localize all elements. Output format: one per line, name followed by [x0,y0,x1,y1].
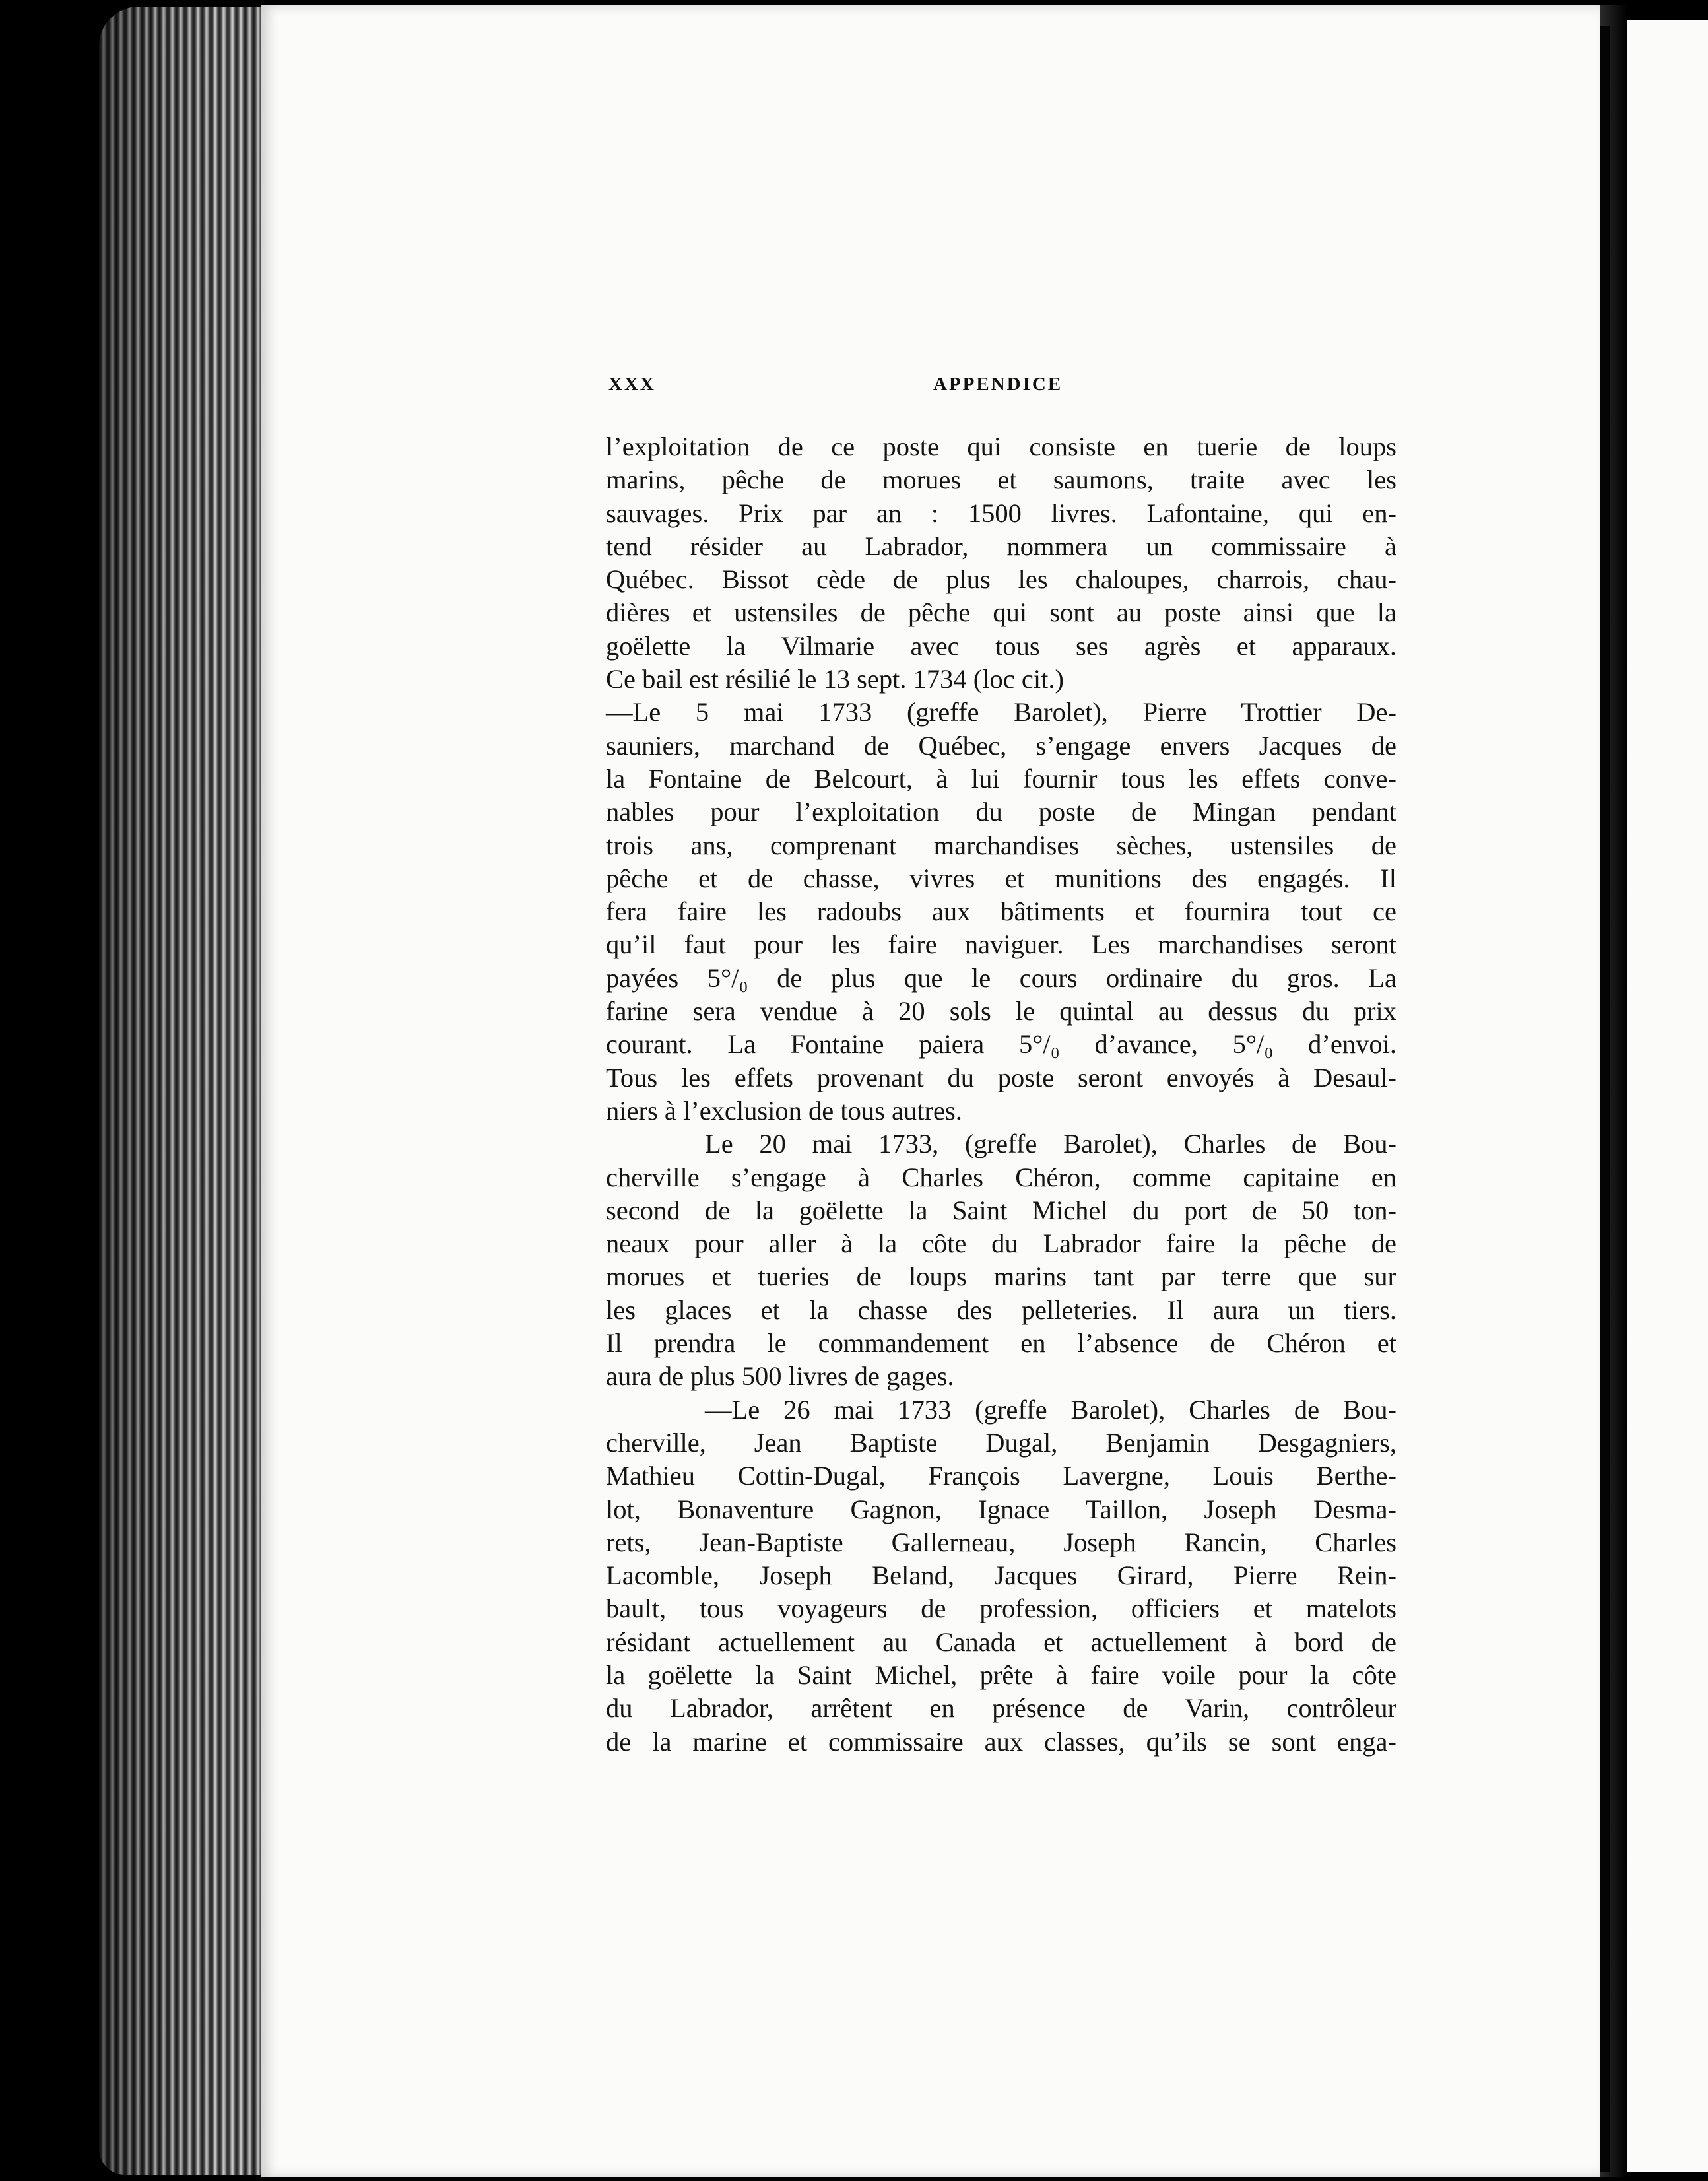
page-number: XXX [608,374,656,395]
running-head [608,374,1396,400]
text-line: cherville, Jean Baptiste Dugal, Benjamin Desgagniers, [606,1427,1396,1458]
text-line: sauniers, marchand de Québec, s’engage envers Jacques de [606,730,1396,760]
body-text [606,430,1396,1759]
text-line: farine sera vendue à 20 sols le quintal au dessus du prix [606,996,1396,1026]
text-line: fera faire les radoubs aux bâtiments et fournira tout ce [606,896,1396,927]
text-line: de la marine et commissaire aux classes, qu’ils se sont enga- [606,1726,1396,1757]
text-line: dières et ustensiles de pêche qui sont au poste ainsi que la [606,597,1396,628]
gutter-line [1600,26,1610,2172]
text-line: du Labrador, arrêtent en présence de Varin, contrôleur [606,1693,1396,1724]
text-line: second de la goëlette la Saint Michel du port de 50 ton- [606,1195,1396,1225]
text-line: aura de plus 500 livres de gages. [606,1361,954,1392]
text-line: Ce bail est résilié le 13 sept. 1734 (loc cit.) [606,664,1064,694]
text-line: sauvages. Prix par an : 1500 livres. Lafontaine, qui en- [606,498,1396,528]
text-line: tend résider au Labrador, nommera un commissaire à [606,531,1396,561]
text-line: la Fontaine de Belcourt, à lui fournir tous les effets conve- [606,763,1396,793]
facing-page-edge [1627,20,1708,2172]
text-line: Mathieu Cottin-Dugal, François Lavergne, Louis Berthe- [606,1461,1396,1491]
text-line: cherville s’engage à Charles Chéron, comme capitaine en [606,1162,1396,1192]
text-line: les glaces et la chasse des pelleteries. Il aura un tiers. [606,1294,1396,1325]
text-line: la goëlette la Saint Michel, prête à faire voile pour la côte [606,1660,1396,1690]
text-line: Tous les effets provenant du poste seront envoyés à Desaul- [606,1062,1396,1092]
text-line: marins, pêche de morues et saumons, traite avec les [606,465,1396,495]
text-line: trois ans, comprenant marchandises sèches, ustensiles de [606,830,1396,860]
text-line: Il prendra le commandement en l’absence de Chéron et [606,1328,1396,1359]
text-line: nables pour l’exploitation du poste de Mingan pendant [606,797,1396,827]
text-line: —Le 26 mai 1733 (greffe Barolet), Charles de Bou- [705,1394,1396,1425]
text-line: —Le 5 mai 1733 (greffe Barolet), Pierre Trottier De- [606,697,1396,727]
text-line: lot, Bonaventure Gagnon, Ignace Taillon, Joseph Desma- [606,1494,1396,1524]
text-line: Le 20 mai 1733, (greffe Barolet), Charles de Bou- [705,1129,1396,1159]
text-line: Lacomble, Joseph Beland, Jacques Girard, Pierre Rein- [606,1560,1396,1591]
text-line: l’exploitation de ce poste qui consiste en tuerie de loups [606,432,1396,461]
text-line: payées 5°/₀ de plus que le cours ordinaire du gros. La [606,962,1396,993]
text-line: niers à l’exclusion de tous autres. [606,1095,962,1125]
text-line: bault, tous voyageurs de profession, officiers et matelots [606,1594,1396,1624]
text-line: neaux pour aller à la côte du Labrador faire la pêche de [606,1228,1396,1259]
text-line: Québec. Bissot cède de plus les chaloupes, charrois, chau- [606,564,1396,595]
text-line: goëlette la Vilmarie avec tous ses agrès et apparaux. [606,630,1396,661]
text-line: morues et tueries de loups marins tant par terre que sur [606,1261,1396,1292]
text-line: qu’il faut pour les faire naviguer. Les marchandises seront [606,929,1396,960]
text-line: résidant actuellement au Canada et actuellement à bord de [606,1627,1396,1657]
section-title: APPENDICE [933,374,1063,395]
text-line: rets, Jean-Baptiste Gallerneau, Joseph Rancin, Charles [606,1527,1396,1557]
text-line: courant. La Fontaine paiera 5°/₀ d’avance, 5°/₀ d’envoi. [606,1029,1396,1059]
page-edges-shadow [99,7,264,2175]
text-line: pêche et de chasse, vivres et munitions des engagés. Il [606,863,1396,893]
